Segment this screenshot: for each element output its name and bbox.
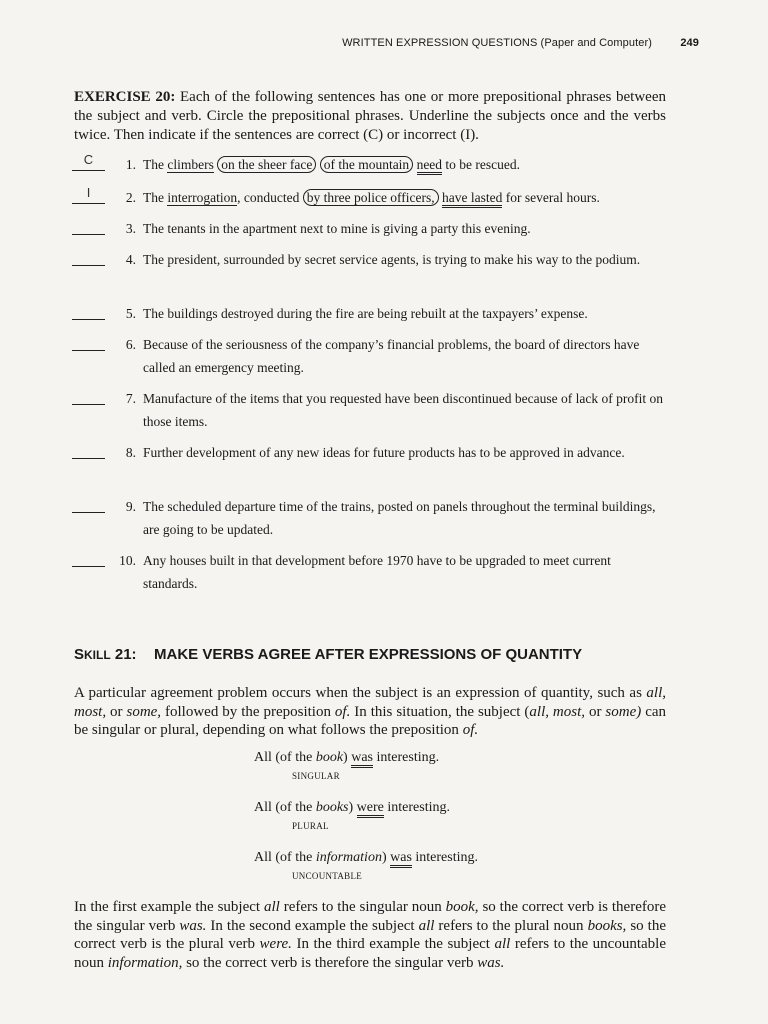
italic-term: most, <box>74 703 107 720</box>
text: followed by the preposition <box>161 703 335 720</box>
example-noun: book <box>315 750 344 765</box>
item-sentence: Because of the seriousness of the company’s financial problems, the board of directors have called an emergency meeting. <box>143 337 640 375</box>
prepositional-phrase-circle: on the sheer face <box>217 156 316 173</box>
text: In the second example the subject <box>206 917 419 934</box>
skill-heading <box>74 646 674 663</box>
italic-term: some, <box>126 703 162 720</box>
item-sentence: Manufacture of the items that you requested have been discontinued because of lack of profit on those items. <box>143 391 663 429</box>
exercise-item-1 <box>72 153 692 183</box>
example-sentence-2 <box>254 800 450 831</box>
text: All (of the <box>254 800 316 815</box>
item-sentence: Further development of any new ideas for future products has to be approved in advance. <box>143 445 625 460</box>
italic-term: of. <box>334 703 351 720</box>
running-title: WRITTEN EXPRESSION QUESTIONS (Paper and Computer) <box>342 37 652 49</box>
page-header <box>0 37 768 55</box>
answer-blank-9[interactable] <box>72 495 105 513</box>
verb-double-underline: have lasted <box>442 190 502 208</box>
text: ) <box>343 750 352 765</box>
skill-label-rest: KILL <box>84 648 111 662</box>
skill-label-initial: S <box>74 646 85 663</box>
italic-term: some) <box>605 703 642 720</box>
answer-blank-7[interactable] <box>72 387 105 405</box>
example-caption: PLURAL <box>292 821 329 831</box>
text: refers to the plural noun <box>434 917 588 934</box>
item-number: 6. <box>125 337 136 352</box>
item-sentence: Any houses built in that development before 1970 have to be upgraded to meet current standards. <box>143 553 611 591</box>
verb-double-underline: was <box>390 850 412 868</box>
subject-underline: interrogation <box>167 190 238 205</box>
item-sentence: The buildings destroyed during the fire are being rebuilt at the taxpayers’ expense. <box>143 306 588 321</box>
item-sentence: The scheduled departure time of the trains, posted on panels throughout the terminal buildings, are going to be updated. <box>143 499 656 537</box>
text: for several hours. <box>502 190 600 205</box>
italic-term: were. <box>259 936 292 952</box>
text: so the correct verb is the plural verb <box>74 917 666 952</box>
italic-term: all <box>494 936 511 952</box>
italic-term: was. <box>179 917 207 934</box>
text: so the correct verb is therefore the singular verb <box>182 954 478 971</box>
answer-blank-1[interactable]: C <box>72 153 105 171</box>
explanation-paragraph <box>74 684 666 740</box>
text: ) <box>348 800 357 815</box>
text: The <box>143 157 168 172</box>
subject-underline: climbers <box>167 157 214 172</box>
verb-double-underline: were <box>357 800 384 818</box>
prepositional-phrase-circle: of the mountain <box>320 156 413 173</box>
example-sentence-1 <box>254 750 440 781</box>
verb-double-underline: was <box>351 750 373 768</box>
text: to be rescued. <box>442 157 521 172</box>
italic-term: books, <box>587 917 627 934</box>
italic-term: information, <box>107 954 183 971</box>
answer-blank-4[interactable] <box>72 248 105 266</box>
item-number: 2. <box>125 190 136 205</box>
item-number: 1. <box>125 157 136 172</box>
exercise-label: EXERCISE 20: <box>74 89 176 105</box>
example-noun: information <box>315 850 382 865</box>
italic-term: all, most, <box>529 703 586 720</box>
text: so the correct verb is therefore the singular verb <box>74 899 666 934</box>
text: The <box>143 190 168 205</box>
text: interesting. <box>373 750 440 765</box>
item-sentence <box>143 186 663 209</box>
text: or <box>106 703 127 720</box>
example-caption: UNCOUNTABLE <box>292 871 363 881</box>
italic-term: of. <box>462 722 479 738</box>
answer-blank-6[interactable] <box>72 333 105 351</box>
text: interesting. <box>411 850 479 865</box>
answer-blank-2[interactable]: I <box>72 186 105 204</box>
italic-term: all, <box>646 685 666 701</box>
italic-term: book, <box>445 899 479 915</box>
text: refers to the uncountable noun <box>74 936 666 971</box>
italic-term: all <box>418 917 435 934</box>
exercise-instructions <box>74 88 666 145</box>
text: A particular agreement problem occurs when the subject is an expression of quantity, such as <box>74 685 647 701</box>
verb-double-underline: need <box>417 157 442 175</box>
answer-blank-5[interactable] <box>72 302 105 320</box>
page-number: 249 <box>680 37 699 49</box>
text: can be singular or plural, depending on what follows the preposition <box>74 703 667 738</box>
item-sentence: The tenants in the apartment next to mine is giving a party this evening. <box>143 221 531 236</box>
item-number: 9. <box>125 499 136 514</box>
text: In the third example the subject <box>291 936 495 952</box>
item-number: 5. <box>125 306 136 321</box>
answer-blank-8[interactable] <box>72 441 105 459</box>
example-noun: books <box>315 800 349 815</box>
item-number: 10. <box>119 553 136 568</box>
italic-term: all <box>263 899 280 915</box>
exercise-text: Each of the following sentences has one or more prepositional phrases between the subject and verb. Circle the prepositional phrases. Underline the subjects once and the verbs twice. Then indicate if the sentences are correct (C) or incorrect (I). <box>74 89 666 143</box>
text: In the first example the subject <box>74 899 264 915</box>
text: All (of the <box>254 750 316 765</box>
text: All (of the <box>254 850 316 865</box>
italic-term: was. <box>477 954 505 971</box>
example-sentence-3 <box>254 850 479 881</box>
item-number: 8. <box>125 445 136 460</box>
item-number: 3. <box>125 221 136 236</box>
skill-number: 21: <box>114 646 137 663</box>
skill-title: MAKE VERBS AGREE AFTER EXPRESSIONS OF QUANTITY <box>154 646 583 663</box>
text: In this situation, the subject ( <box>350 703 530 720</box>
example-caption: SINGULAR <box>292 771 340 781</box>
text: , conducted <box>237 190 303 205</box>
summary-paragraph <box>74 898 666 972</box>
text: or <box>585 703 606 720</box>
text: interesting. <box>383 800 450 815</box>
answer-blank-3[interactable] <box>72 217 105 235</box>
item-sentence <box>143 153 663 176</box>
item-number: 4. <box>125 252 136 267</box>
skill-label <box>74 646 154 663</box>
item-number: 7. <box>125 391 136 406</box>
answer-blank-10[interactable] <box>72 549 105 567</box>
text: refers to the singular noun <box>279 899 446 915</box>
exercise-items <box>72 152 692 591</box>
text: ) <box>381 850 391 865</box>
prepositional-phrase-circle: by three police officers, <box>303 189 439 206</box>
item-sentence: The president, surrounded by secret service agents, is trying to make his way to the podium. <box>143 252 641 267</box>
